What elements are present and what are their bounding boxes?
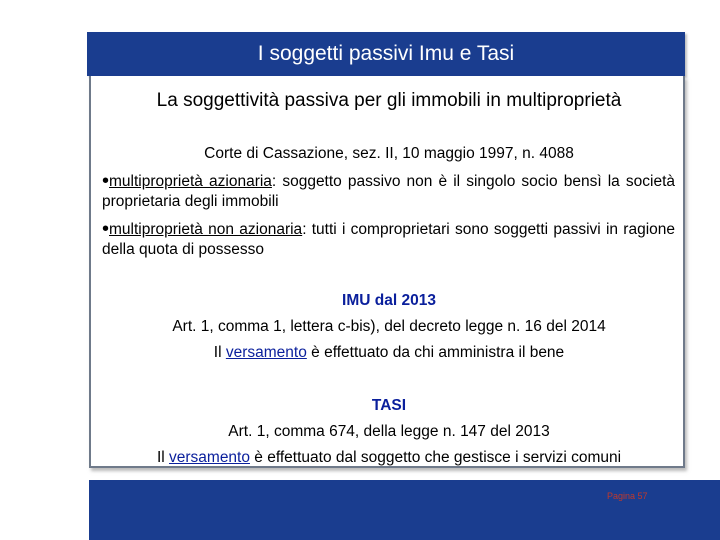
- tasi-norm: Art. 1, comma 674, della legge n. 147 del 2013: [228, 423, 550, 440]
- imu-line-suffix: è effettuato da chi amministra il bene: [306, 344, 565, 361]
- imu-norm: Art. 1, comma 1, lettera c-bis), del decreto legge n. 16 del 2014: [172, 318, 606, 335]
- footer-bar: [89, 480, 720, 540]
- imu-heading: IMU dal 2013: [342, 292, 436, 309]
- tasi-line-prefix: Il: [156, 449, 169, 466]
- bullet-dot-icon: •: [102, 170, 110, 192]
- imu-line-prefix: Il: [213, 344, 226, 361]
- page-number: Pagina 57: [607, 491, 648, 501]
- bullet-azionaria: [102, 171, 675, 212]
- slide-subtitle: La soggettività passiva per gli immobili in multiproprietà: [156, 90, 622, 111]
- slide-title: I soggetti passivi Imu e Tasi: [257, 42, 515, 65]
- tasi-versamento-link[interactable]: versamento: [169, 449, 250, 466]
- imu-payment-line: [89, 344, 689, 362]
- cassazione-reference: Corte di Cassazione, sez. II, 10 maggio 1997, n. 4088: [204, 145, 574, 162]
- slide-title-bar: [87, 32, 685, 76]
- bullet-text: : tutti i comproprietari sono soggetti passivi in ragione della quota di possesso: [102, 221, 676, 258]
- tasi-payment-line: [89, 449, 689, 467]
- bullet-dot-icon: •: [102, 218, 110, 240]
- tasi-line-suffix: è effettuato dal soggetto che gestisce i servizi comuni: [249, 449, 622, 466]
- bullet-term: multiproprietà azionaria: [109, 173, 272, 190]
- bullet-text: : soggetto passivo non è il singolo socio bensì la società proprietaria degli immobili: [102, 173, 676, 210]
- imu-versamento-link[interactable]: versamento: [225, 344, 307, 361]
- bullet-non-azionaria: [102, 219, 675, 260]
- tasi-heading: TASI: [371, 397, 407, 414]
- bullet-term: multiproprietà non azionaria: [109, 221, 303, 238]
